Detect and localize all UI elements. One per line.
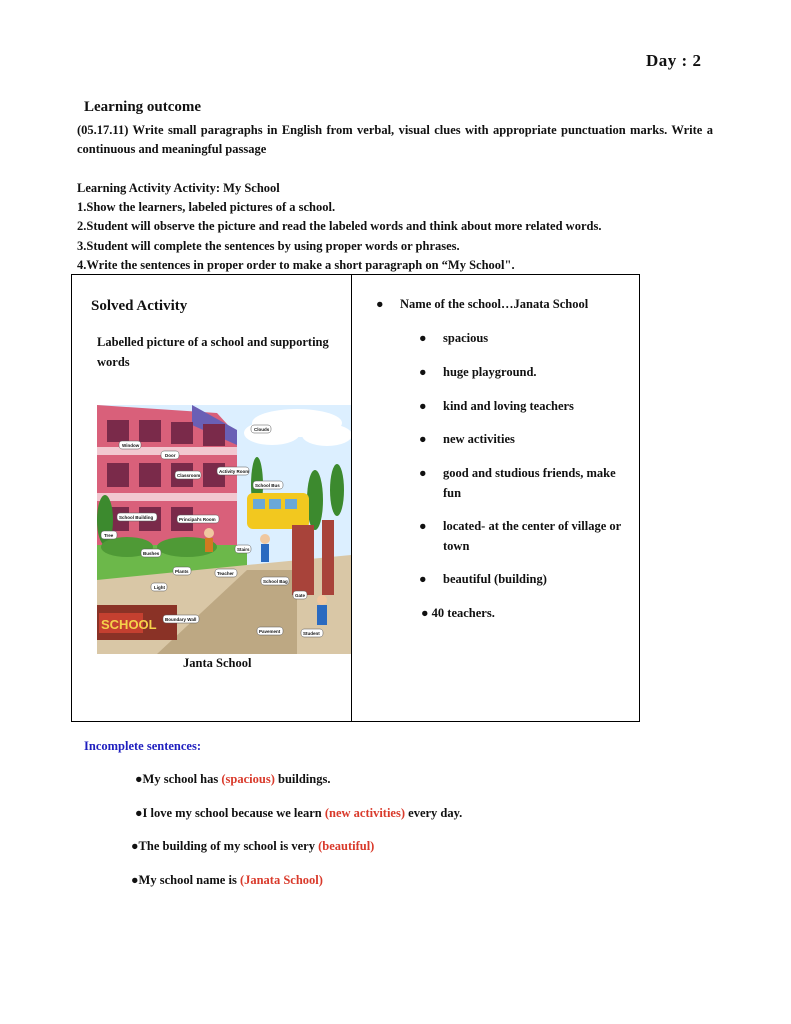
word-item (419, 397, 574, 417)
label-principals-room: Principal's Room (179, 517, 216, 522)
label-pavement: Pavement (259, 629, 281, 634)
day-label: Day : 2 (646, 51, 702, 70)
word-item (419, 430, 515, 450)
sentence (135, 772, 330, 787)
sentence-text: every day. (405, 806, 463, 820)
word-text: kind and loving teachers (443, 399, 574, 413)
word-item (419, 570, 547, 590)
bullet: ● (419, 466, 427, 480)
label-gate: Gate (295, 593, 306, 598)
table-divider (351, 274, 352, 722)
learning-outcome-text: (05.17.11) Write small paragraphs in English from verbal, visual clues with appropriate punctuation marks. Write a continuous and meaningful passage (77, 123, 713, 156)
label-bushes: Bushes (143, 551, 160, 556)
bullet: ● (419, 572, 427, 586)
school-sign-text: SCHOOL (101, 617, 157, 632)
word-text: good and studious friends, make fun (443, 466, 616, 500)
word-text: beautiful (building) (443, 572, 547, 586)
solved-activity-title: Solved Activity (91, 298, 188, 314)
label-boundary-wall: Boundary Wall (165, 617, 197, 622)
label-stairs: Stairs (237, 547, 250, 552)
label-teacher: Teacher (217, 571, 234, 576)
label-school-bag: School Bag (263, 579, 288, 584)
label-door: Door (165, 453, 176, 458)
label-clouds: Clouds (254, 427, 270, 432)
label-student: Student (303, 631, 320, 636)
picture-description: Labelled picture of a school and supporting words (97, 335, 329, 369)
label-window: Window (122, 443, 140, 448)
label-classroom: Classroom (177, 473, 201, 478)
label-plants: Plants (175, 569, 189, 574)
word-text: located- at the center of village or town (443, 519, 621, 553)
word-text: spacious (443, 331, 489, 345)
word-item (419, 464, 623, 503)
label-activity-room: Activity Room (219, 469, 250, 474)
school-name-text: Name of the school…Janata School (400, 297, 589, 311)
label-school-bus: School Bus (255, 483, 280, 488)
activity-title: Learning Activity Activity: My School (77, 181, 280, 195)
label-tree: Tree (104, 533, 114, 538)
word-item (419, 517, 638, 556)
sentence-text: ●My school name is (131, 873, 240, 887)
sentence-text: ●The building of my school is very (131, 839, 319, 853)
word-item (419, 363, 537, 383)
sentence-text: ●I love my school because we learn (135, 806, 325, 820)
sentence-text: buildings. (274, 772, 331, 786)
label-school-building: School Building (119, 515, 154, 520)
picture-caption: Janta School (183, 656, 252, 670)
bullet: ● (419, 399, 427, 413)
sentence (135, 806, 462, 821)
sentence-answer: (beautiful) (318, 839, 375, 853)
sentence-answer: (spacious) (221, 772, 275, 786)
sentence (131, 873, 323, 888)
bullet: ● (419, 432, 427, 446)
learning-activity (77, 179, 601, 275)
word-text: new activities (443, 432, 515, 446)
activity-step: 1.Show the learners, labeled pictures of a school. (77, 200, 336, 215)
bullet: ● (419, 519, 427, 533)
activity-step: 3.Student will complete the sentences by using proper words or phrases. (77, 238, 460, 253)
learning-outcome-title: Learning outcome (84, 99, 202, 115)
sentence (131, 839, 374, 854)
school-picture (97, 405, 351, 654)
word-text: huge playground. (443, 365, 537, 379)
word-item (419, 329, 489, 349)
word-item-teachers: ● 40 teachers. (421, 606, 495, 620)
sentence-answer: (new activities) (324, 806, 406, 820)
bullet: ● (419, 365, 427, 379)
sentence-answer: (Janata School) (239, 873, 323, 887)
bullet: ● (376, 297, 384, 311)
activity-step: 2.Student will observe the picture and read the labeled words and think about more related words. (77, 219, 602, 234)
school-name-item (376, 295, 589, 315)
sentence-text: ●My school has (135, 772, 222, 786)
incomplete-sentences-title: Incomplete sentences: (84, 739, 201, 753)
label-light: Light (154, 585, 165, 590)
bullet: ● (419, 331, 427, 345)
activity-step: 4.Write the sentences in proper order to make a short paragraph on “My School". (77, 257, 515, 272)
